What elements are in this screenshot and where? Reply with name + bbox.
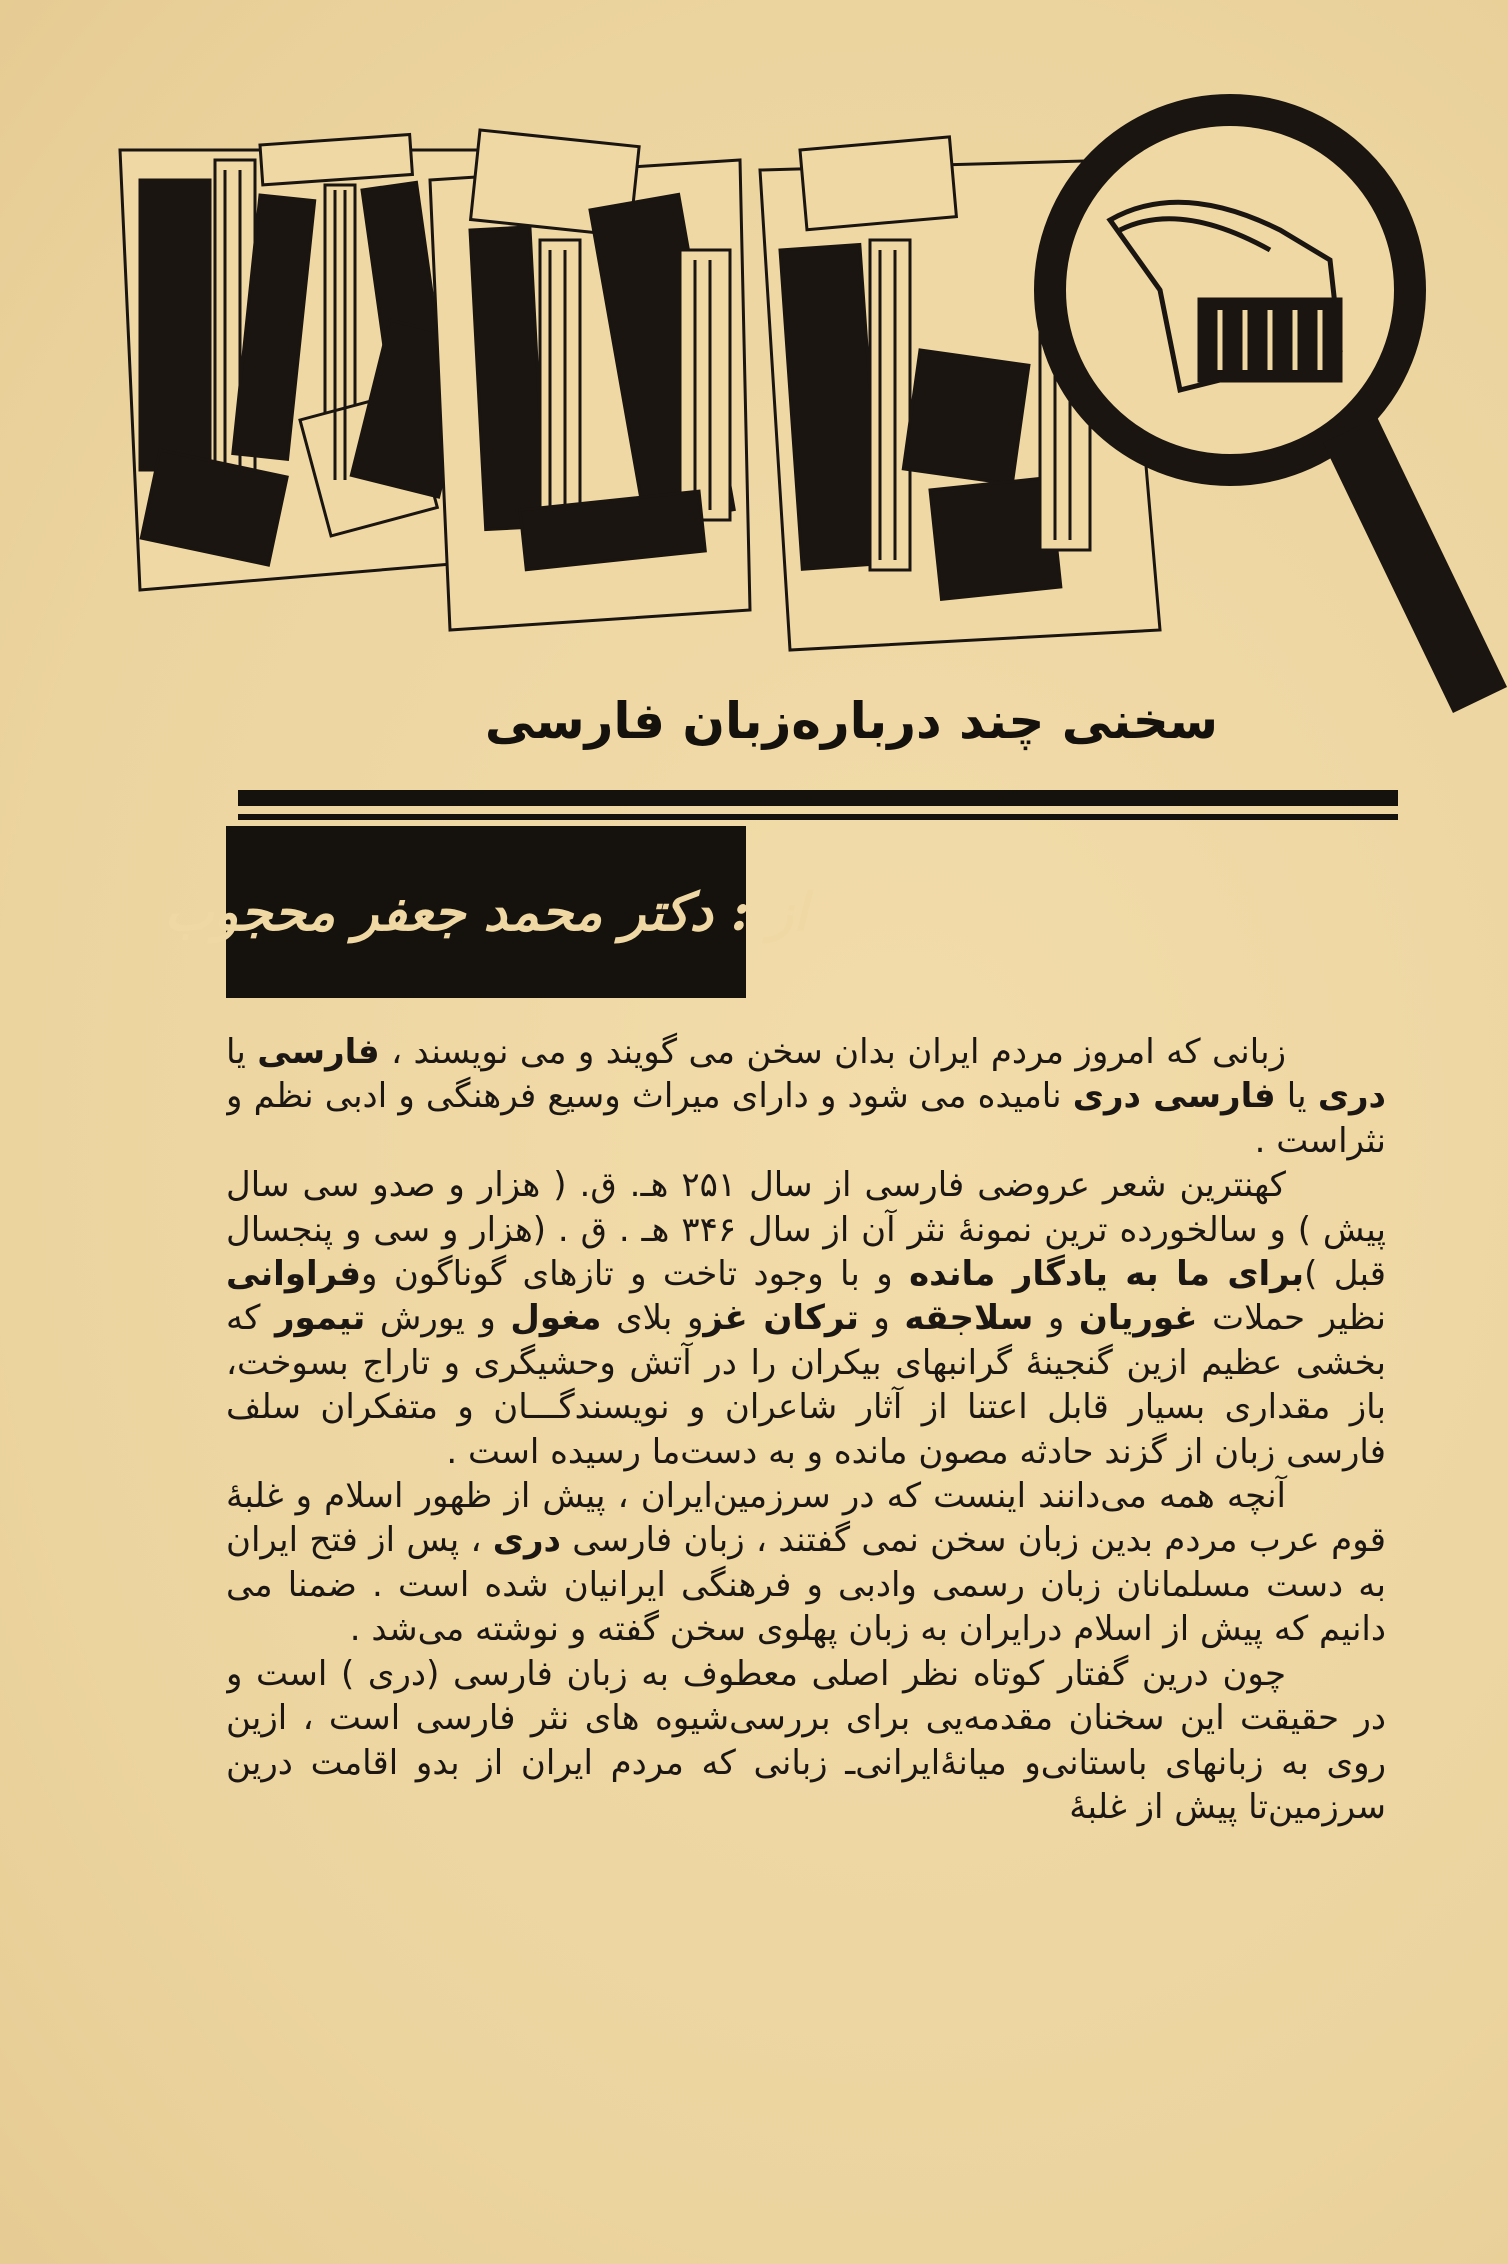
paragraph-3: آنچه همه می‌دانند اینست که در سرزمین‌ایران ، پیش از ظهور اسلام و غلبهٔ قوم عرب مردم بدین زبان سخن نمی گفتند ، زبان فارسی دری ، پس از فتح ایران به دست مسلمانان زبان رسمی وادبی و فرهنگی ایرانیان شده است . ضمنا می دانیم که پیش از اسلام درایران به زبان پهلوی سخن گفته و نوشته می‌شد .	[226, 1476, 1386, 1650]
article-body	[226, 1030, 1386, 2230]
title-divider	[238, 790, 1398, 806]
author-byline: از : دکتر محمد جعفر محجوب	[226, 826, 746, 998]
article-title: سخنی چند درباره‌زبان فارسی	[484, 692, 1218, 750]
title-divider-thin	[238, 814, 1398, 820]
paragraph-2: کهنترین شعر عروضی فارسی از سال ۲۵۱ هـ. ق. ( هزار و صدو سی سال پیش ) و سالخورده ترین نمونهٔ نثر آن از سال ۳۴۶ هـ . ق . (هزار و سی و پنجسال قبل )برای ما به یادگار مانده و با وجود تاخت و تازهای گوناگون وفراوانی نظیر حملات غوریان و سلاجقه و ترکان غزو بلای مغول و یورش تیمور که بخشی عظیم ازین گنجینهٔ گرانبهای بیکران را در آتش وحشیگری و تاراج بسوخت، باز مقداری بسیار قابل اعتنا از آثار شاعران و نویسندگـــان و متفکران سلف فارسی زبان از گزند حادثه مصون مانده و به دست‌ما رسیده است .	[226, 1165, 1386, 1472]
paragraph-1: زبانی که امروز مردم ایران بدان سخن می گویند و می نویسند ، فارسی یا دری یا فارسی دری نامیده می شود و دارای میراث وسیع فرهنگی و ادبی نظم و نثراست .	[226, 1032, 1386, 1161]
book-stack-middle	[430, 130, 750, 630]
paragraph-4: چون درین گفتار کوتاه نظر اصلی معطوف به زبان فارسی (دری ) است و در حقیقت این سخنان مقدمه‌یی برای بررسی‌شیوه های نثر فارسی است ، ازین روی به زبانهای باستانی‌و میانهٔ‌ایرانی‌ـ زبانی که مردم ایران از بدو اقامت درین سرزمین‌تا پیش از غلبهٔ	[226, 1653, 1386, 1827]
books-magnifier-illustration	[100, 90, 1508, 730]
